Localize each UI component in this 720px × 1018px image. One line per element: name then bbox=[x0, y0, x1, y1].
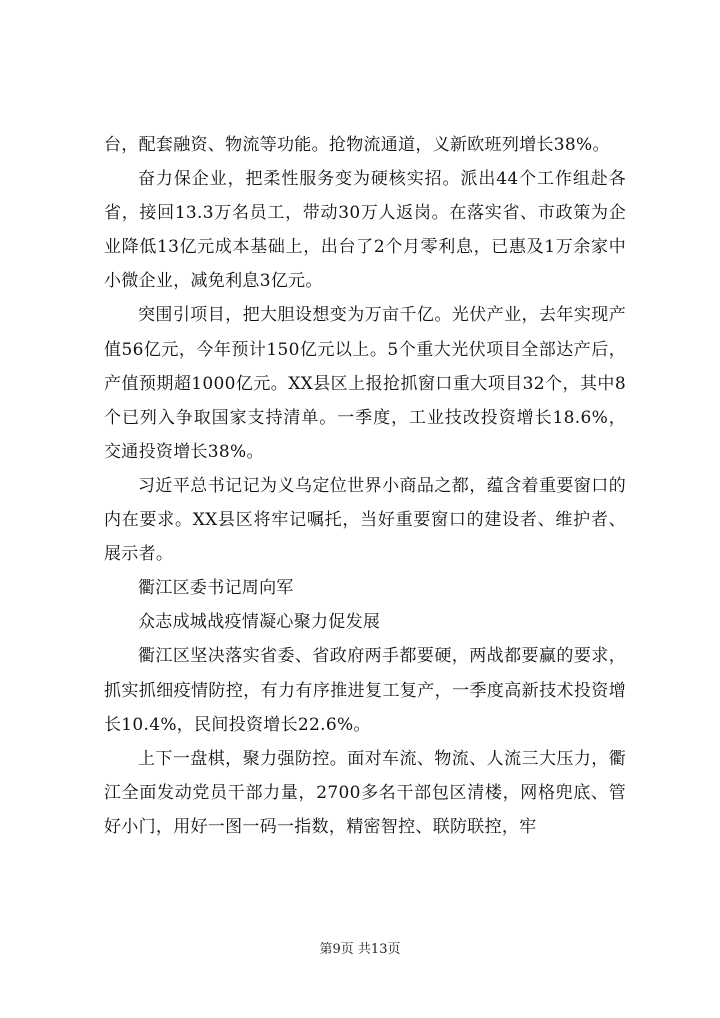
paragraph-protect-enterprises: 奋力保企业，把柔性服务变为硬核实招。派出44个工作组赴各省，接回13.3万名员工，带动30万人返岗。在落实省、市政策为企业降低13亿元成本基础上，出台了2个月零利息，已惠及1万余家中小微企业，减免利息3亿元。 bbox=[104, 169, 626, 292]
document-body bbox=[104, 128, 626, 844]
paragraph-qujiang-summary: 衢江区坚决落实省委、省政府两手都要硬，两战都要赢的要求，抓实抓细疫情防控，有力有序推进复工复产，一季度高新技术投资增长10.4%，民间投资增长22.6%。 bbox=[104, 646, 626, 735]
paragraph-continued: 台，配套融资、物流等功能。抢物流通道，义新欧班列增长38%。 bbox=[104, 135, 610, 155]
paragraph-important-window: 习近平总书记记为义乌定位世界小商品之都，蕴含着重要窗口的内在要求。XX县区将牢记嘱托，当好重要窗口的建设者、维护者、展示者。 bbox=[104, 475, 626, 565]
page-number-footer: 第9页 共13页 bbox=[319, 942, 401, 957]
paragraph-epidemic-control: 上下一盘棋，聚力强防控。面对车流、物流、人流三大压力，衢江全面发动党员干部力量，2700多名干部包区清楼，网格兜底、管好小门，用好一图一码一指数，精密智控、联防联控，牢 bbox=[104, 748, 626, 837]
paragraph-attract-projects: 突围引项目，把大胆设想变为万亩千亿。光伏产业，去年实现产值56亿元，今年预计150亿元以上。5个重大光伏项目全部达产后，产值预期超1000亿元。XX县区上报抢抓窗口重大项目32个，其中8个已列入争取国家支持清单。一季度，工业技改投资增长18.6%，交通投资增长38%。 bbox=[104, 305, 626, 462]
section-title: 众志成城战疫情凝心聚力促发展 bbox=[138, 612, 381, 633]
speaker-heading: 衢江区委书记周向军 bbox=[138, 578, 294, 599]
